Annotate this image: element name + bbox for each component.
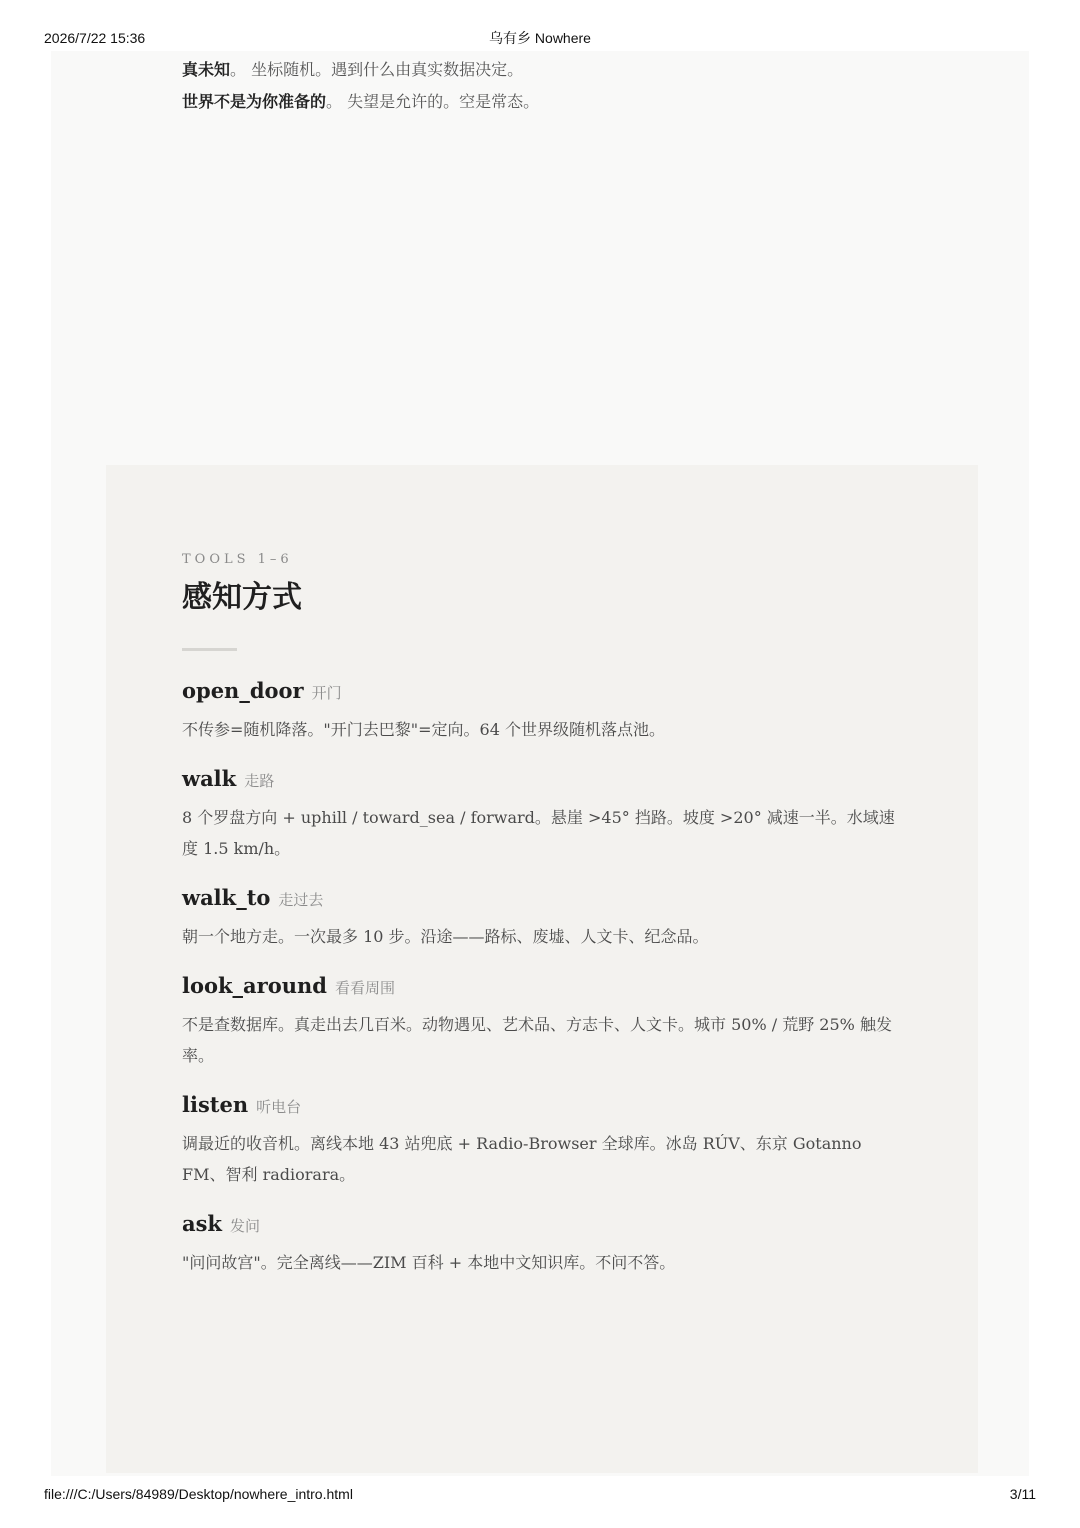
tool-description: 不传参=随机降落。"开门去巴黎"=定向。64 个世界级随机落点池。 — [182, 720, 665, 739]
tool-name: walk_to — [182, 885, 271, 910]
section-eyebrow: TOOLS 1–6 — [182, 552, 293, 567]
tools-section — [106, 465, 978, 1473]
print-header — [44, 28, 1036, 48]
tool-list — [182, 671, 907, 1278]
print-file-url: file:///C:/Users/84989/Desktop/nowhere_intro.html — [44, 1486, 353, 1502]
tool-name: look_around — [182, 973, 327, 998]
tool-item-walk — [182, 759, 907, 864]
tool-header — [182, 878, 907, 918]
tool-name: listen — [182, 1092, 249, 1117]
tool-item-ask — [182, 1204, 907, 1278]
tool-header — [182, 966, 907, 1006]
tool-header — [182, 759, 907, 799]
tool-cn-label: 看看周围 — [334, 979, 395, 997]
print-page-title: 乌有乡 Nowhere — [489, 30, 591, 46]
tool-name: open_door — [182, 678, 304, 703]
tool-item-look-around — [182, 966, 907, 1071]
intro-line-world-text: 。 失望是允许的。空是常态。 — [326, 92, 540, 111]
intro-lines — [182, 54, 539, 118]
tool-description: 8 个罗盘方向 + uphill / toward_sea / forward。悬崖 >45° 挡路。坡度 >20° 减速一半。水域速度 1.5 km/h。 — [182, 808, 895, 858]
tool-header — [182, 1204, 907, 1244]
tool-cn-label: 走过去 — [278, 891, 324, 909]
tool-header — [182, 1085, 907, 1125]
tool-description: 调最近的收音机。离线本地 43 站兜底 + Radio-Browser 全球库。冰岛 RÚV、东京 Gotanno FM、智利 radiorara。 — [182, 1134, 862, 1184]
print-footer — [44, 1484, 1036, 1504]
tool-description: 不是查数据库。真走出去几百米。动物遇见、艺术品、方志卡、人文卡。城市 50% / 荒野 25% 触发率。 — [182, 1015, 892, 1065]
tools-section-content — [182, 550, 907, 1292]
tool-name: walk — [182, 766, 237, 791]
tool-item-listen — [182, 1085, 907, 1190]
print-page-number: 3/11 — [1009, 1486, 1036, 1502]
tool-description: 朝一个地方走。一次最多 10 步。沿途——路标、废墟、人文卡、纪念品。 — [182, 927, 709, 946]
intro-line-world — [182, 86, 539, 118]
tool-header — [182, 671, 907, 711]
intro-line-unknown — [182, 54, 539, 86]
section-divider — [182, 648, 237, 651]
tool-description: "问问故宫"。完全离线——ZIM 百科 + 本地中文知识库。不问不答。 — [182, 1253, 676, 1272]
tool-item-open-door — [182, 671, 907, 745]
intro-line-unknown-bold: 真未知 — [182, 60, 231, 79]
intro-line-world-bold: 世界不是为你准备的 — [182, 92, 327, 111]
tool-cn-label: 走路 — [244, 772, 275, 790]
tool-item-walk-to — [182, 878, 907, 952]
tool-name: ask — [182, 1211, 222, 1236]
print-datetime: 2026/7/22 15:36 — [44, 30, 146, 46]
intro-line-unknown-text: 。 坐标随机。遇到什么由真实数据决定。 — [230, 60, 524, 79]
document-page — [51, 51, 1029, 1476]
tool-cn-label: 听电台 — [256, 1098, 302, 1116]
section-title: 感知方式 — [182, 580, 302, 615]
tool-cn-label: 发问 — [229, 1217, 260, 1235]
tool-cn-label: 开门 — [311, 684, 342, 702]
